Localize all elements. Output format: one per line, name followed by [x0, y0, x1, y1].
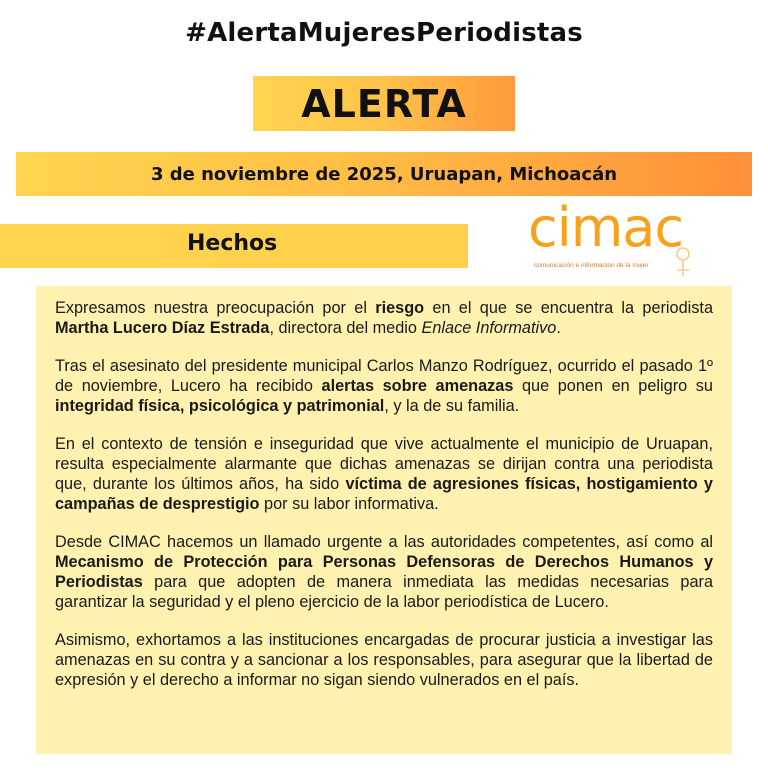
p3-bold-1: víctima de agresiones físicas, hostigamiento y campañas de desprestigio — [55, 475, 713, 513]
logo-wordmark: cimac — [528, 196, 684, 259]
facts-content-box — [36, 286, 732, 754]
paragraph-2 — [55, 356, 713, 416]
p2-bold-2: integridad física, psicológica y patrimonial — [55, 397, 385, 415]
hashtag-title: #AlertaMujeresPeriodistas — [185, 18, 583, 48]
p1-bold-1: riesgo — [375, 299, 425, 317]
p1-bold-2: Martha Lucero Díaz Estrada — [55, 319, 270, 337]
paragraph-3 — [55, 434, 713, 514]
alert-banner — [253, 76, 515, 131]
p2-text-1: Tras el asesinato del presidente municipal Carlos Manzo Rodríguez, ocurrido el pasado 1º de noviembre, Lucero ha recibido — [55, 357, 713, 395]
date-location-text: 3 de noviembre de 2025, Uruapan, Michoacán — [150, 163, 618, 185]
p2-text-2: que ponen en peligro su — [513, 377, 713, 395]
paragraph-4 — [55, 532, 713, 612]
date-location-bar — [16, 152, 752, 196]
p1-text-3: , directora del medio — [269, 319, 422, 337]
p2-text-3: , y la de su familia. — [384, 397, 520, 415]
paragraph-5 — [55, 630, 713, 690]
p2-bold-1: alertas sobre amenazas — [321, 377, 514, 395]
p5-text-1: Asimismo, exhortamos a las instituciones encargadas de procurar justicia a investigar las amenazas en su contra y a sancionar a los responsables, para asegurar que la libertad de expresión y el derecho a informar no sigan siendo vulnerados en el país. — [55, 631, 713, 689]
p3-text-1: En el contexto de tensión e inseguridad que vive actualmente el municipio de Uruapan, resulta especialmente alarmante que dichas amenazas se dirijan contra una periodista que, durante los últimos años, ha sido — [55, 435, 713, 493]
p1-italic-1: Enlace Informativo — [421, 319, 557, 337]
p4-text-2: para que adopten de manera inmediata las medidas necesarias para garantizar la seguridad y el pleno ejercicio de la labor periodística de Lucero. — [55, 573, 713, 611]
p4-bold-1: Mecanismo de Protección para Personas Defensoras de Derechos Humanos y Periodistas — [55, 553, 713, 591]
p4-text-1: Desde CIMAC hacemos un llamado urgente a las autoridades competentes, así como al — [55, 533, 713, 551]
paragraph-1 — [55, 298, 713, 338]
p1-text-4: . — [556, 319, 561, 337]
section-heading-bar — [0, 224, 468, 268]
alert-label: ALERTA — [301, 81, 467, 126]
cimac-logo — [528, 196, 698, 284]
p3-text-2: por su labor informativa. — [259, 495, 439, 513]
section-heading: Hechos — [187, 231, 278, 256]
p1-text-2: en el que se encuentra la periodista — [424, 299, 713, 317]
p1-text-1: Expresamos nuestra preocupación por el — [55, 299, 376, 317]
logo-tagline: comunicación e información de la mujer — [534, 262, 649, 269]
